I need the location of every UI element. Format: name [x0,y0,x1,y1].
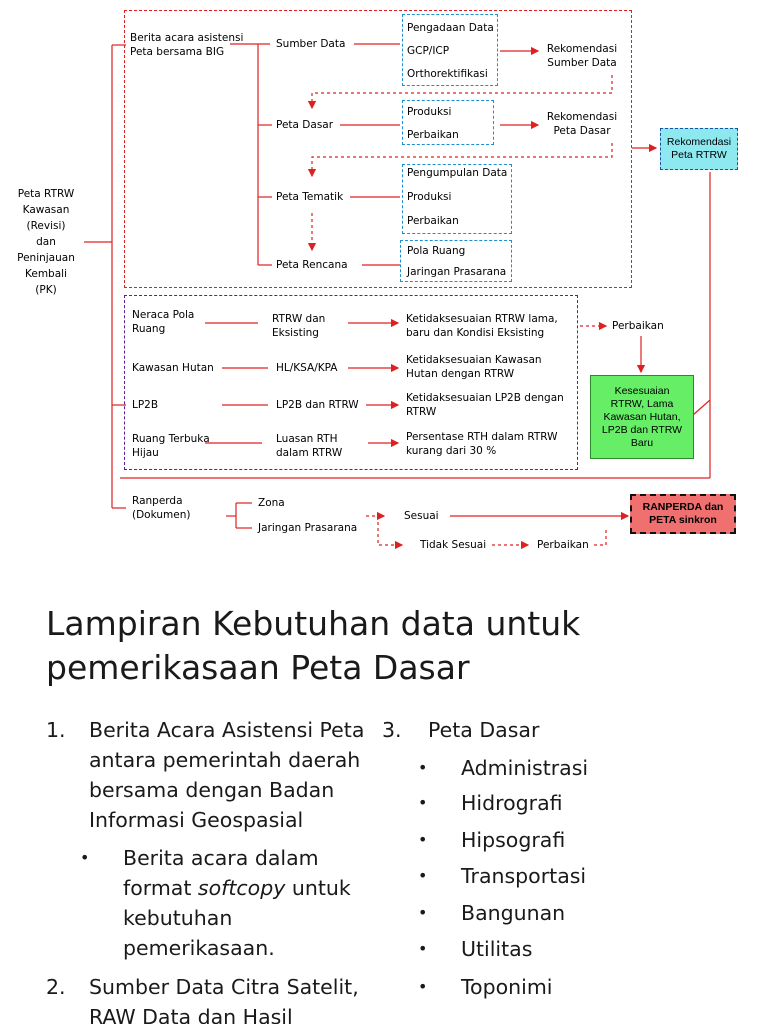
check-mid-hl: HL/KSA/KPA [276,362,338,374]
jaringan-prasarana-label: Jaringan Prasarana [258,522,358,534]
rencana-item-pola: Pola Ruang [407,245,466,257]
check-left-neraca [132,308,194,336]
rekomendasi-peta-rtrw-box [660,128,738,170]
tematik-item-produksi: Produksi [407,191,452,203]
root-peta-rtrw-label [8,186,84,298]
root-line: dan [36,236,56,248]
check-left-hutan: Kawasan Hutan [132,362,214,374]
text-run-italic: softcopy [197,876,286,900]
check-left-line: Neraca Pola [132,309,195,321]
list-item-label: Toponimi [461,975,553,999]
tidak-sesuai-label: Tidak Sesuai [420,539,487,551]
bullet-icon: • [418,939,428,958]
zona-label: Zona [258,497,285,509]
check-right-line: kurang dari 30 % [406,445,497,457]
kesesuaian-line: LP2B dan RTRW [601,423,683,436]
perbaikan-top-label: Perbaikan [612,320,664,332]
right-list [382,715,752,1024]
check-mid-line: Luasan RTH [276,433,338,445]
check-right-hutan [406,353,542,381]
list-item-line: Berita acara dalam [123,846,319,870]
list-item-label: Hipsografi [461,828,566,852]
rekomendasi-peta-dasar [540,110,624,138]
list-item-label: Transportasi [461,864,587,888]
bullet-icon: • [418,830,428,849]
list-number: 3. [382,718,402,742]
check-right-line: baru dan Kondisi Eksisting [406,327,545,339]
perbaikan-bottom-label: Perbaikan [537,539,589,551]
rek-dasar-line: Peta Dasar [553,125,611,137]
root-line: (Revisi) [26,220,66,232]
final-line: PETA sinkron [649,514,717,526]
bullet-icon: • [418,903,428,922]
text-run: untuk [285,876,351,900]
check-mid-line: dalam RTRW [276,447,343,459]
rek-sumber-line: Rekomendasi [546,43,618,55]
text-run: format [123,876,198,900]
list-item-line: pemerikasaan. [123,936,275,960]
rencana-item-jaringan: Jaringan Prasarana [407,266,507,278]
check-right-line: Persentase RTH dalam RTRW [406,431,558,443]
ranperda-line: Ranperda [132,495,183,507]
rek-rtrw-line: Peta RTRW [671,149,727,161]
ranperda-line: (Dokumen) [132,509,191,521]
sumber-item-gcp: GCP/ICP [407,45,450,57]
peta-rencana-label: Peta Rencana [276,259,348,271]
list-number: 2. [46,975,66,999]
sumber-item-ortho: Orthorektifikasi [407,68,488,80]
check-left-rth [132,432,210,460]
root-line: (PK) [35,284,57,296]
sumber-item-pengadaan: Pengadaan Data [407,22,494,34]
kesesuaian-line: Kawasan Hutan, [603,410,681,423]
check-right-rth [406,430,558,458]
berita-acara-label [130,31,243,59]
root-line: Kembali [25,268,67,280]
list-item-line: Sumber Data Citra Satelit, [89,975,359,999]
lampiran-section [0,590,768,1024]
check-right-line: Ketidaksesuaian LP2B dengan [406,392,564,404]
kesesuaian-line: Baru [630,436,654,449]
root-line: Kawasan [22,204,70,216]
check-right-line: Hutan dengan RTRW [406,368,515,380]
tematik-item-pengumpulan: Pengumpulan Data [407,167,508,179]
peta-dasar-label: Peta Dasar [276,119,334,131]
root-line: Peta RTRW [17,188,75,200]
check-left-lp2b: LP2B [132,399,159,411]
root-line: Peninjauan [17,252,75,264]
page-title [46,602,746,690]
kesesuaian-box [590,375,694,459]
bullet-icon: • [80,848,90,867]
rek-dasar-line: Rekomendasi [546,111,618,123]
kesesuaian-line: RTRW, Lama [610,397,674,410]
ranperda-label [132,494,190,522]
list-item-label: Administrasi [461,756,589,780]
list-subitem-berita-acara [123,843,379,963]
check-mid-line: Eksisting [272,327,319,339]
check-right-neraca [406,312,558,340]
list-item-3: Peta Dasar [428,718,540,742]
list-item-line: antara pemerintah daerah [89,748,361,772]
check-right-line: Ketidaksesuaian Kawasan [406,354,542,366]
check-left-line: Hijau [132,447,159,459]
bullet-icon: • [418,977,428,996]
list-item-line [123,873,379,903]
list-item-line: RAW Data dan Hasil [89,1005,293,1024]
sumber-data-label: Sumber Data [276,38,346,50]
bullet-icon: • [418,793,428,812]
list-item-line: bersama dengan Badan [89,778,335,802]
check-left-line: Ruang Terbuka [132,433,210,445]
list-number: 1. [46,718,66,742]
rek-rtrw-line: Rekomendasi [666,136,732,148]
sesuai-label: Sesuai [404,510,439,522]
tematik-item-perbaikan: Perbaikan [407,215,459,227]
check-right-line: RTRW [406,406,437,418]
list-item-line: Informasi Geospasial [89,808,304,832]
list-item-label: Utilitas [461,937,533,961]
rekomendasi-sumber-data [540,42,624,70]
berita-acara-line: Berita acara asistensi [130,32,244,44]
check-right-lp2b [406,391,564,419]
bullet-icon: • [418,866,428,885]
list-item-label: Hidrografi [461,791,563,815]
title-line: pemerikasaan Peta Dasar [46,648,470,687]
check-mid-lp2b: LP2B dan RTRW [276,399,359,411]
check-left-line: Ruang [132,323,166,335]
list-item-label: Bangunan [461,901,566,925]
left-list [46,715,376,1024]
check-mid-rtrw-eksisting [272,312,325,340]
list-item-1 [89,715,379,835]
dasar-item-perbaikan: Perbaikan [407,129,459,141]
berita-acara-line: Peta bersama BIG [130,46,225,58]
list-item-line: Berita Acara Asistensi Peta [89,718,365,742]
peta-tematik-label: Peta Tematik [276,191,344,203]
check-mid-line: RTRW dan [272,313,326,325]
rek-sumber-line: Sumber Data [547,57,617,69]
kesesuaian-line: Kesesuaian [614,384,670,397]
title-line: Lampiran Kebutuhan data untuk [46,604,581,643]
check-right-line: Ketidaksesuaian RTRW lama, [406,313,558,325]
dasar-item-produksi: Produksi [407,106,452,118]
list-item-2 [89,972,379,1024]
ranperda-peta-sinkron-box [630,494,736,534]
check-mid-rth [276,432,342,460]
bullet-icon: • [418,758,428,777]
list-item-line: kebutuhan [123,906,233,930]
final-line: RANPERDA dan [642,501,724,513]
